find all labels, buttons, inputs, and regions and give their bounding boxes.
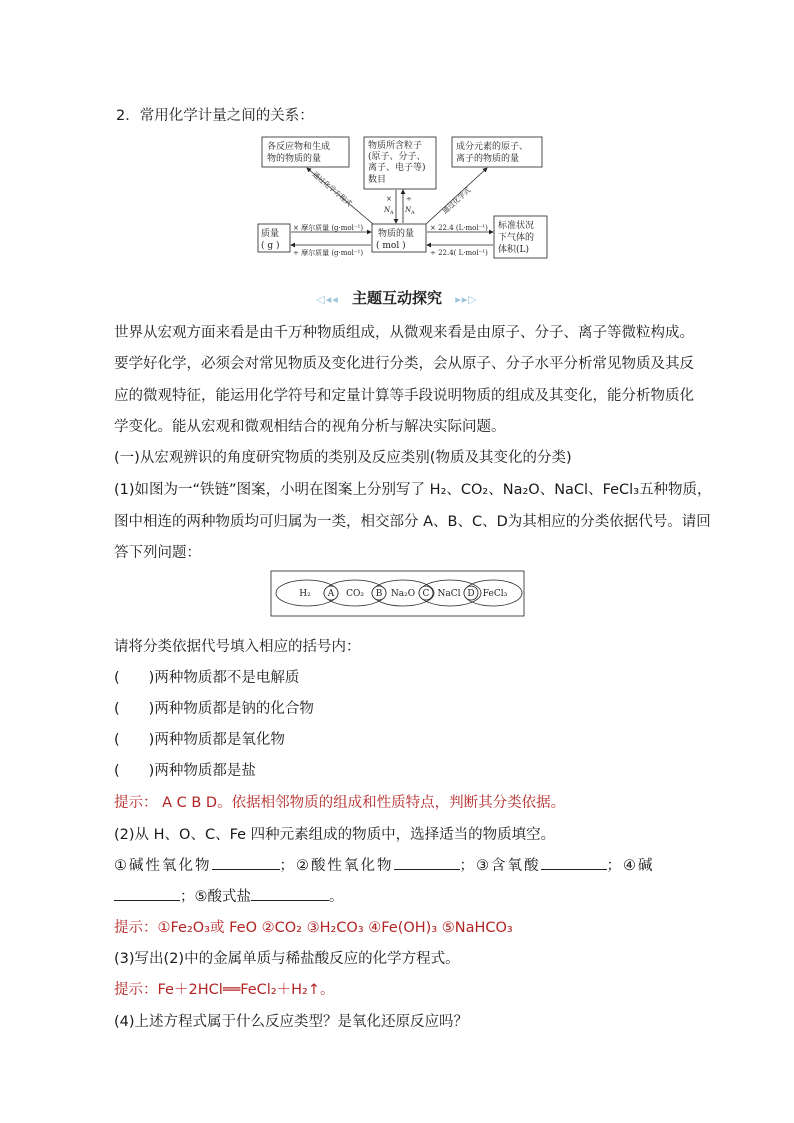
q2-fill-line-2	[114, 885, 344, 906]
arrow-div-sub: A	[411, 210, 415, 216]
arrow-div-sign: ÷	[406, 195, 412, 203]
chain-item-nacl: NaCl	[437, 589, 461, 599]
fill-label-3: ；③含氧酸	[459, 858, 541, 874]
hint-1: 提示： A C B D。依据相邻物质的组成和性质特点，判断其分类依据。	[114, 795, 566, 811]
blank-5[interactable]	[251, 885, 329, 901]
box-volume-l1: 标准状况	[498, 221, 535, 231]
fill-label-2: ；②酸性氧化物	[279, 858, 394, 874]
box-mass-l2: ( g )	[261, 241, 280, 251]
option-1: ( )两种物质都不是电解质	[114, 670, 300, 686]
arrow-mass-top-label: × 摩尔质量 (g·mol⁻¹)	[293, 224, 364, 232]
q4-text: (4)上述方程式属于什么反应类型？是氧化还原反应吗？	[114, 1014, 469, 1030]
q2-text: (2)从 H、O、C、Fe 四种元素组成的物质中，选择适当的物质填空。	[114, 827, 556, 843]
box-particles-l2: (原子、分子、	[368, 152, 426, 162]
arrow-times-sub: A	[390, 210, 394, 216]
chain-item-na2o: Na₂O	[390, 589, 416, 599]
fill-prompt: 请将分类依据代号填入相应的括号内：	[114, 639, 361, 655]
chain-label-c: C	[422, 589, 430, 599]
arrow-vol-top-label: × 22.4 (L·mol⁻¹)	[430, 224, 488, 232]
chain-label-a: A	[327, 589, 335, 599]
chain-label-d: D	[467, 589, 475, 599]
fill-label-1: ①碱性氧化物	[114, 858, 212, 874]
blank-3[interactable]	[541, 854, 607, 870]
box-elements-l1: 成分元素的原子、	[456, 142, 529, 152]
chain-item-co2: CO₂	[346, 589, 364, 599]
box-mass-l1: 质量	[261, 229, 280, 239]
arrow-mass-bottom-label: ÷ 摩尔质量 (g·mol⁻¹)	[293, 249, 364, 257]
q3-text: (3)写出(2)中的金属单质与稀盐酸反应的化学方程式。	[114, 951, 460, 967]
section-title: 2．常用化学计量之间的关系：	[116, 108, 314, 124]
arrow-times-sign: ×	[386, 195, 392, 203]
heading-deco-left: ◁◂◂	[316, 293, 339, 306]
para-line-2: 要学好化学，必须会对常见物质及变化进行分类，会从原子、分子水平分析常见物质及其反	[114, 356, 694, 372]
box-moles-l1: 物质的量	[378, 229, 415, 239]
q1-line-3: 答下列问题：	[114, 545, 201, 561]
heading-text: 主题互动探究	[351, 289, 442, 307]
box-particles-l3: 离子、电子等)	[368, 163, 426, 173]
arrow-vol-bottom-label: ÷ 22.4( L·mol⁻¹)	[430, 249, 488, 257]
box-reactants-l2: 物的物质的量	[267, 154, 322, 164]
para-line-1: 世界从宏观方面来看是由千万种物质组成，从微观来看是由原子、分子、离子等微粒构成。	[114, 325, 694, 341]
box-particles-l1: 物质所含粒子	[368, 141, 423, 151]
chain-item-h2: H₂	[299, 589, 311, 599]
blank-1[interactable]	[212, 854, 280, 870]
q1-line-2: 图中相连的两种物质均可归属为一类，相交部分 A、B、C、D为其相应的分类依据代号。请回	[114, 514, 711, 530]
box-reactants-l1: 各反应物和生成	[267, 142, 331, 152]
hint-3: 提示：Fe＋2HCl══FeCl₂＋H₂↑。	[114, 982, 335, 998]
blank-2[interactable]	[394, 854, 460, 870]
fill-label-4: ；④碱	[606, 858, 655, 874]
blank-4[interactable]	[114, 885, 180, 901]
q2-fill-line-1	[114, 854, 655, 875]
fill-label-5: ；⑤酸式盐	[180, 889, 251, 905]
para-line-3: 应的微观特征，能运用化学符号和定量计算等手段说明物质的组成及其变化，能分析物质化	[114, 388, 694, 404]
arrow-div-n: N	[405, 206, 412, 214]
box-moles-l2: ( mol )	[376, 241, 406, 251]
chain-item-fecl3: FeCl₃	[482, 589, 508, 599]
sub-heading: (一)从宏观辨识的角度研究物质的类别及反应类别(物质及其变化的分类)	[114, 450, 572, 466]
heading-deco-right: ▸▸▷	[455, 293, 478, 306]
fill-label-end: 。	[329, 889, 344, 905]
arrow-formula-label: 通过化学式	[440, 186, 473, 216]
box-elements-l2: 离子的物质的量	[456, 154, 520, 164]
box-volume-l3: 体积(L)	[498, 245, 529, 255]
arrow-equation-label: 通过化学方程式	[310, 170, 354, 209]
q1-line-1: (1)如图为一“铁链”图案，小明在图案上分别写了 H₂、CO₂、Na₂O、NaCl、FeCl₃五种物质，	[114, 482, 712, 498]
box-particles-l4: 数目	[368, 175, 387, 185]
arrow-times-n: N	[384, 206, 391, 214]
section-heading	[0, 287, 794, 308]
para-line-4: 学变化。能从宏观和微观相结合的视角分析与解决实际问题。	[114, 419, 506, 435]
option-2: ( )两种物质都是钠的化合物	[114, 701, 314, 717]
iron-chain-figure	[270, 570, 526, 618]
option-4: ( )两种物质都是盐	[114, 763, 256, 779]
hint-2: 提示：①Fe₂O₃或 FeO ②CO₂ ③H₂CO₃ ④Fe(OH)₃ ⑤NaHCO₃	[114, 920, 513, 936]
relationship-diagram	[255, 134, 555, 262]
chain-label-b: B	[375, 589, 383, 599]
option-3: ( )两种物质都是氧化物	[114, 732, 285, 748]
box-volume-l2: 下气体的	[498, 233, 535, 243]
